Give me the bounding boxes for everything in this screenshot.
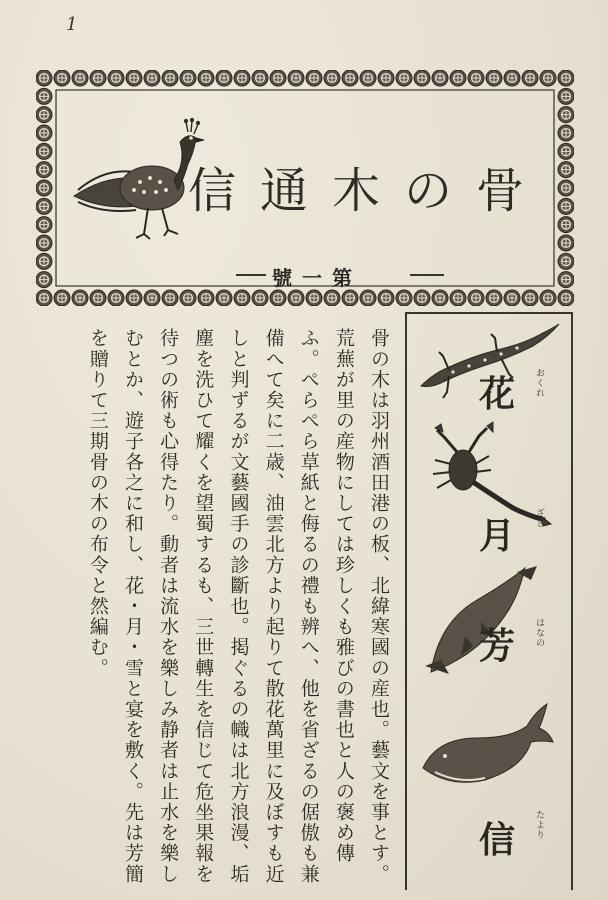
border-ornament (36, 198, 52, 214)
header-title: 骨の木通信 (187, 163, 548, 219)
border-ornament (198, 290, 214, 306)
border-ornament (558, 70, 574, 86)
border-ornament (414, 70, 430, 86)
border-ornament (486, 290, 502, 306)
border-ornament (108, 290, 124, 306)
border-ornament (108, 70, 124, 86)
border-ornament (558, 180, 574, 196)
border-ornament (486, 70, 502, 86)
border-ornament (36, 180, 52, 196)
border-ornament (36, 272, 52, 288)
border-ornament (504, 290, 520, 306)
header-inner (64, 96, 548, 290)
border-ornament (558, 272, 574, 288)
whale-icon (415, 698, 555, 798)
border-ornament (558, 290, 574, 306)
side-char-shin: 信 (479, 819, 516, 861)
border-ornament (144, 70, 160, 86)
side-ruby-shin: たより (534, 810, 544, 840)
side-char-hou: 芳 (479, 625, 516, 667)
border-ornament (36, 107, 52, 123)
border-ornament (252, 70, 268, 86)
border-ornament (36, 143, 52, 159)
border-ornament (72, 290, 88, 306)
border-ornament (342, 70, 358, 86)
border-ornament (90, 70, 106, 86)
border-ornament (36, 70, 52, 86)
border-ornament (558, 162, 574, 178)
border-ornament (216, 290, 232, 306)
border-ornament (540, 70, 556, 86)
border-ornament (36, 235, 52, 251)
border-ornament (36, 253, 52, 269)
border-ornament (558, 125, 574, 141)
border-ornament (504, 70, 520, 86)
border-ornament (162, 70, 178, 86)
border-ornament (396, 290, 412, 306)
border-ornament (126, 70, 142, 86)
border-ornament (558, 107, 574, 123)
border-ornament (198, 70, 214, 86)
border-ornament (252, 290, 268, 306)
border-ornament (432, 290, 448, 306)
border-ornament (36, 88, 52, 104)
border-ornament (270, 70, 286, 86)
border-ornament (432, 70, 448, 86)
side-char-hana: 花 (479, 373, 516, 415)
border-ornament (72, 70, 88, 86)
border-ornament (36, 125, 52, 141)
body-text: 骨の木は羽州酒田港の板、北緯寒國の産也。藝文を事とす。荒蕪が里の産物にしては珍しくも雅びの書也と人の褒め傳ふ。ぺらぺら草紙と侮るの禮も辨へ、他を省ざるの倨傲も兼備へて矣に二歳、油雲北方より起りて散花萬里に及ぼすも近しと判ずるが文藝國手の診斷也。掲ぐるの幟は北方浪漫、垢塵を洗ひて耀くを望蜀するも、三世轉生を信じて危坐果報を待つの術も心得たり。動者は流水を樂しみ静者は止水を樂しむとか、遊子各之に和し、花・月・雪と宴を敷く。先は芳簡を贈りて三期骨の木の布令と然編む。 (86, 328, 390, 885)
border-ornament (90, 290, 106, 306)
border-ornament (342, 290, 358, 306)
page-number: 1 (66, 14, 78, 35)
border-ornament (36, 290, 52, 306)
border-ornament (558, 253, 574, 269)
border-ornament (414, 290, 430, 306)
border-ornament (180, 290, 196, 306)
border-ornament (36, 162, 52, 178)
border-ornament (126, 290, 142, 306)
subtitle-rule-right (410, 274, 444, 276)
border-ornament (288, 290, 304, 306)
border-ornament (180, 70, 196, 86)
border-ornament (54, 290, 70, 306)
border-ornament (54, 70, 70, 86)
border-ornament (396, 70, 412, 86)
border-ornament (234, 70, 250, 86)
border-ornament (216, 70, 232, 86)
side-column (405, 312, 573, 890)
border-ornament (324, 70, 340, 86)
header-subtitle: 第一號 (272, 266, 362, 290)
side-ruby-tsuki: ざき (534, 508, 544, 528)
border-ornament (558, 235, 574, 251)
border-ornament (306, 290, 322, 306)
side-ruby-hana: おくれ (534, 368, 544, 398)
side-char-tsuki: 月 (479, 515, 516, 557)
border-ornament (36, 217, 52, 233)
border-ornament (468, 70, 484, 86)
side-ruby-hou: はなの (534, 618, 544, 648)
border-ornament (450, 70, 466, 86)
border-ornament (324, 290, 340, 306)
border-ornament (234, 290, 250, 306)
border-ornament (540, 290, 556, 306)
border-ornament (270, 290, 286, 306)
border-ornament (378, 290, 394, 306)
header-box (36, 70, 574, 306)
border-ornament (360, 290, 376, 306)
border-ornament (558, 88, 574, 104)
border-ornament (360, 70, 376, 86)
border-ornament (522, 290, 538, 306)
border-ornament (558, 198, 574, 214)
border-ornament (522, 70, 538, 86)
border-ornament (378, 70, 394, 86)
border-ornament (558, 217, 574, 233)
subtitle-rule-left (236, 274, 266, 276)
border-ornament (306, 70, 322, 86)
border-ornament (162, 290, 178, 306)
border-ornament (450, 290, 466, 306)
border-ornament (288, 70, 304, 86)
border-ornament (558, 143, 574, 159)
border-ornament (144, 290, 160, 306)
border-ornament (468, 290, 484, 306)
